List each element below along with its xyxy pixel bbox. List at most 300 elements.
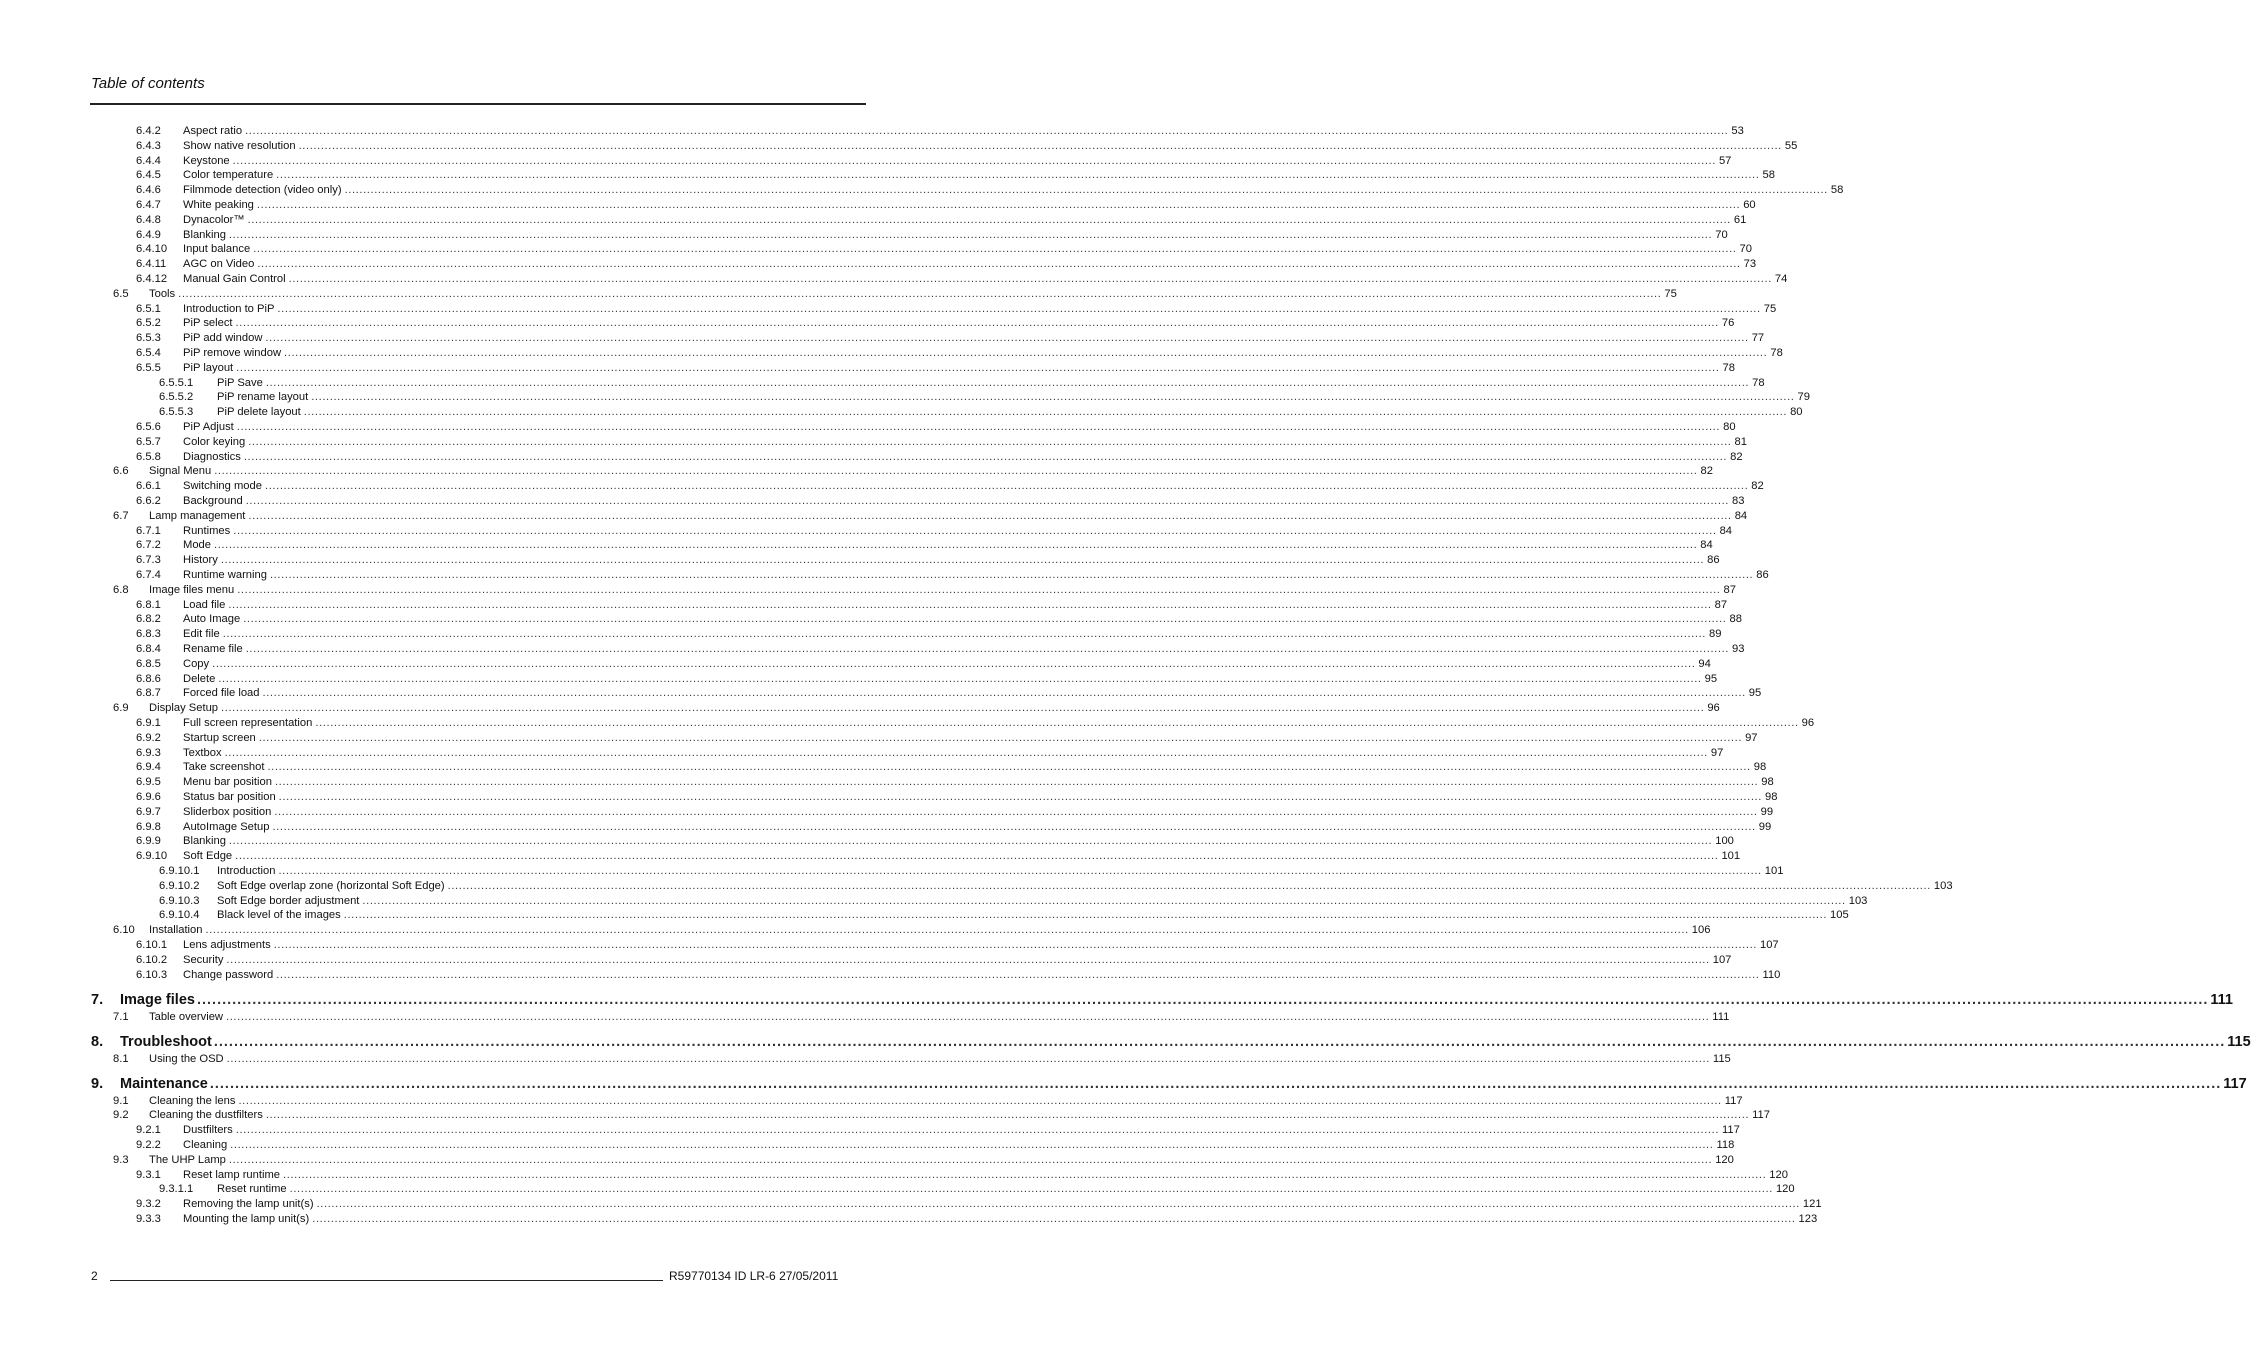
toc-entry-title: Table overview: [149, 1010, 223, 1023]
toc-dot-leader: ................................................................................................................................................................................................................................................................................................................................................................................................................: [258, 731, 1743, 744]
toc-dot-leader: ................................................................................................................................................................................................................................................................................................................................................................................................................: [303, 406, 1788, 419]
toc-entry[interactable]: [0, 1197, 1822, 1212]
toc-entry-title: History: [183, 554, 218, 567]
toc-entry-title: Switching mode: [183, 480, 262, 493]
toc-dot-leader: ................................................................................................................................................................................................................................................................................................................................................................................................................: [267, 761, 1751, 774]
toc-dot-leader: ................................................................................................................................................................................................................................................................................................................................................................................................................: [209, 1075, 2222, 1092]
toc-entry-title: Show native resolution: [183, 139, 296, 152]
toc-dot-leader: ................................................................................................................................................................................................................................................................................................................................................................................................................: [248, 509, 1732, 522]
toc-entry-page: 82: [1730, 450, 1743, 463]
toc-entry-number: 6.6.2: [136, 495, 161, 507]
toc-entry[interactable]: [0, 657, 1711, 672]
toc-entry-page: 96: [1801, 717, 1815, 729]
toc-dot-leader: ................................................................................................................................................................................................................................................................................................................................................................................................................: [245, 495, 1730, 507]
toc-entry-title: Runtime warning: [183, 569, 267, 581]
toc-entry[interactable]: [0, 553, 1720, 568]
toc-entry-page: 95: [1704, 672, 1718, 685]
toc-entry[interactable]: [0, 760, 1767, 775]
toc-entry-title: Manual Gain Control: [183, 273, 286, 285]
toc-entry-title: Blanking: [183, 835, 226, 848]
toc-entry-title: PiP select: [183, 317, 233, 330]
toc-entry[interactable]: [0, 242, 1752, 257]
toc-entry-page: 82: [1751, 480, 1764, 493]
toc-entry-number: 9.3.2: [136, 1198, 161, 1211]
toc-entry-number: 6.9.10.2: [159, 879, 200, 892]
toc-entry-page: 94: [1698, 657, 1711, 670]
toc-dot-leader: ................................................................................................................................................................................................................................................................................................................................................................................................................: [235, 1124, 1720, 1137]
toc-entry-page: 79: [1797, 391, 1810, 404]
toc-entry-title: PiP delete layout: [217, 406, 301, 419]
toc-entry-number: 6.6.1: [136, 480, 161, 493]
toc-dot-leader: ................................................................................................................................................................................................................................................................................................................................................................................................................: [343, 909, 1828, 922]
toc-entry-page: 123: [1798, 1213, 1818, 1225]
toc-dot-leader: ................................................................................................................................................................................................................................................................................................................................................................................................................: [265, 1109, 1750, 1122]
toc-entry-page: 76: [1721, 317, 1735, 330]
toc-entry-title: Soft Edge border adjustment: [217, 894, 360, 907]
toc-entry[interactable]: [0, 746, 1724, 761]
toc-entry[interactable]: [0, 1108, 1770, 1123]
toc-entry-title: Take screenshot: [183, 761, 265, 774]
toc-entry-title: Aspect ratio: [183, 125, 243, 137]
toc-entry-title: Mounting the lamp unit(s): [183, 1213, 310, 1225]
toc-entry[interactable]: [0, 701, 1720, 716]
toc-chapter-entry[interactable]: [0, 1032, 2251, 1052]
toc-entry-number: 6.5.1: [136, 302, 161, 315]
toc-dot-leader: ................................................................................................................................................................................................................................................................................................................................................................................................................: [273, 939, 1757, 951]
toc-entry-title: Introduction to PiP: [183, 302, 275, 315]
toc-entry-page: 89: [1708, 628, 1722, 641]
toc-entry-number: 6.5.3: [136, 332, 161, 345]
toc-entry-page: 98: [1764, 791, 1778, 803]
toc-entry-number: 9.2.1: [136, 1124, 161, 1137]
toc-dot-leader: ................................................................................................................................................................................................................................................................................................................................................................................................................: [243, 613, 1727, 626]
toc-entry-title: Soft Edge overlap zone (horizontal Soft Edge): [217, 879, 445, 892]
toc-entry-number: 6.10: [113, 924, 135, 937]
toc-entry-number: 6.4.3: [136, 139, 161, 152]
toc-entry-page: 103: [1933, 879, 1953, 892]
toc-entry[interactable]: [0, 923, 1711, 938]
toc-entry-number: 8.1: [113, 1052, 129, 1065]
toc-entry-title: Auto Image: [183, 613, 241, 626]
toc-entry[interactable]: [0, 598, 1728, 613]
toc-dot-leader: ................................................................................................................................................................................................................................................................................................................................................................................................................: [316, 1198, 1800, 1211]
toc-dot-leader: ................................................................................................................................................................................................................................................................................................................................................................................................................: [232, 154, 1716, 167]
toc-entry[interactable]: [0, 1168, 1788, 1183]
toc-entry[interactable]: [0, 820, 1772, 835]
toc-entry-title: Startup screen: [183, 731, 256, 744]
toc-entry[interactable]: [0, 198, 1756, 213]
toc-entry-title: Using the OSD: [149, 1052, 224, 1065]
toc-entry-page: 110: [1762, 968, 1781, 981]
toc-dot-leader: ................................................................................................................................................................................................................................................................................................................................................................................................................: [362, 894, 1846, 907]
toc-entry-number: 6.8.2: [136, 613, 161, 626]
toc-entry-page: 101: [1721, 850, 1741, 863]
toc-entry-number: 6.9.10: [136, 850, 168, 863]
toc-entry[interactable]: [0, 524, 1733, 539]
toc-entry[interactable]: [0, 376, 1765, 391]
toc-dot-leader: ................................................................................................................................................................................................................................................................................................................................................................................................................: [264, 480, 1749, 493]
toc-entry[interactable]: [0, 287, 1677, 302]
toc-entry-title: Menu bar position: [183, 776, 272, 789]
toc-entry-title: Security: [183, 953, 224, 966]
toc-entry-title: Troubleshoot: [120, 1033, 212, 1050]
toc-dot-leader: ................................................................................................................................................................................................................................................................................................................................................................................................................: [230, 1139, 1714, 1151]
toc-entry[interactable]: [0, 953, 1732, 968]
toc-dot-leader: ................................................................................................................................................................................................................................................................................................................................................................................................................: [233, 524, 1717, 537]
toc-entry-page: 117: [2223, 1075, 2247, 1092]
toc-entry-title: Edit file: [183, 628, 220, 641]
toc-entry-number: 9.3.1.1: [159, 1183, 194, 1196]
toc-entry-title: Reset runtime: [217, 1183, 287, 1196]
toc-entry-number: 6.5.5: [136, 361, 161, 374]
toc-entry-number: 6.4.6: [136, 184, 161, 197]
toc-entry-number: 6.8.6: [136, 672, 161, 685]
toc-entry-number: 9.1: [113, 1094, 129, 1107]
toc-entry[interactable]: [0, 686, 1762, 701]
toc-entry-title: AGC on Video: [183, 258, 255, 271]
toc-entry-title: Display Setup: [149, 702, 219, 715]
toc-entry-number: 6.9: [113, 702, 129, 715]
toc-entry[interactable]: [0, 1153, 1734, 1168]
toc-entry[interactable]: [0, 612, 1742, 627]
toc-entry-number: 6.4.10: [136, 243, 168, 256]
toc-entry-number: 6.5.5.1: [159, 376, 194, 389]
toc-entry-number: 6.7.1: [136, 524, 161, 537]
toc-entry-page: 105: [1830, 909, 1849, 922]
toc-entry-page: 99: [1760, 805, 1774, 818]
toc-entry[interactable]: [0, 316, 1735, 331]
toc-entry-title: Cleaning the lens: [149, 1094, 236, 1107]
toc-entry-title: PiP add window: [183, 332, 263, 345]
toc-dot-leader: ................................................................................................................................................................................................................................................................................................................................................................................................................: [214, 539, 1698, 552]
toc-entry-title: Introduction: [217, 865, 276, 877]
toc-entry-page: 111: [1712, 1010, 1730, 1023]
toc-entry-page: 80: [1790, 406, 1803, 419]
toc-entry[interactable]: [0, 805, 1774, 820]
toc-entry-title: PiP layout: [183, 361, 234, 374]
toc-entry-number: 6.6: [113, 465, 129, 478]
toc-dot-leader: ................................................................................................................................................................................................................................................................................................................................................................................................................: [213, 1033, 2226, 1050]
toc-entry-title: Maintenance: [120, 1075, 208, 1092]
footer-divider: [110, 1280, 663, 1281]
toc-entry-number: 6.9.10.1: [159, 865, 200, 877]
toc-entry[interactable]: [0, 183, 1844, 198]
toc-entry-number: 9.3.3: [136, 1213, 161, 1225]
toc-entry[interactable]: [0, 864, 1784, 879]
toc-entry-number: 6.10.1: [136, 939, 168, 951]
toc-entry-number: 6.4.12: [136, 273, 168, 285]
toc-entry[interactable]: [0, 731, 1758, 746]
toc-entry-page: 115: [1712, 1052, 1731, 1065]
toc-dot-leader: ................................................................................................................................................................................................................................................................................................................................................................................................................: [228, 835, 1713, 848]
toc-entry-page: 78: [1770, 347, 1783, 359]
toc-chapter-entry[interactable]: [0, 1074, 2247, 1094]
toc-entry-title: White peaking: [183, 199, 254, 211]
toc-entry-page: 86: [1756, 569, 1769, 581]
toc-entry-page: 107: [1759, 939, 1779, 951]
toc-dot-leader: ................................................................................................................................................................................................................................................................................................................................................................................................................: [226, 953, 1710, 966]
toc-entry-page: 87: [1723, 583, 1736, 596]
toc-dot-leader: ................................................................................................................................................................................................................................................................................................................................................................................................................: [196, 991, 2209, 1008]
toc-entry-page: 60: [1743, 199, 1756, 211]
toc-entry-page: 118: [1716, 1139, 1735, 1151]
toc-entry-page: 117: [1752, 1109, 1770, 1122]
toc-dot-leader: ................................................................................................................................................................................................................................................................................................................................................................................................................: [237, 583, 1721, 596]
toc-entry-number: 6.4.8: [136, 213, 161, 226]
toc-dot-leader: ................................................................................................................................................................................................................................................................................................................................................................................................................: [218, 672, 1702, 685]
toc-dot-leader: ................................................................................................................................................................................................................................................................................................................................................................................................................: [253, 243, 1737, 256]
toc-entry[interactable]: [0, 938, 1779, 953]
toc-entry-title: Background: [183, 495, 243, 507]
toc-entry-number: 9.3.1: [136, 1168, 161, 1181]
toc-entry[interactable]: [0, 1123, 1740, 1138]
toc-entry-title: Rename file: [183, 643, 243, 655]
toc-entry[interactable]: [0, 450, 1743, 465]
toc-entry-title: Mode: [183, 539, 211, 552]
toc-entry-page: 111: [2210, 991, 2233, 1008]
toc-dot-leader: ................................................................................................................................................................................................................................................................................................................................................................................................................: [212, 657, 1696, 670]
toc-entry[interactable]: [0, 908, 1849, 923]
toc-entry-title: Image files: [120, 991, 195, 1008]
toc-dot-leader: ................................................................................................................................................................................................................................................................................................................................................................................................................: [235, 317, 1719, 330]
toc-dot-leader: ................................................................................................................................................................................................................................................................................................................................................................................................................: [220, 554, 1705, 567]
toc-entry[interactable]: [0, 879, 1953, 894]
toc-entry[interactable]: [0, 213, 1747, 228]
toc-entry[interactable]: [0, 583, 1736, 598]
toc-entry-number: 6.7.3: [136, 554, 161, 567]
toc-entry-page: 103: [1848, 894, 1868, 907]
toc-dot-leader: ................................................................................................................................................................................................................................................................................................................................................................................................................: [228, 598, 1712, 611]
toc-entry-title: Reset lamp runtime: [183, 1168, 280, 1181]
toc-dot-leader: ................................................................................................................................................................................................................................................................................................................................................................................................................: [276, 169, 1760, 182]
toc-entry[interactable]: [0, 361, 1735, 376]
toc-entry-number: 6.4.11: [136, 258, 167, 271]
toc-entry-title: Delete: [183, 672, 216, 685]
toc-entry-number: 6.9.1: [136, 717, 161, 729]
toc-entry[interactable]: [0, 538, 1713, 553]
toc-entry-page: 117: [1722, 1124, 1740, 1137]
toc-entry-title: Soft Edge: [183, 850, 233, 863]
toc-entry-number: 6.8.5: [136, 657, 161, 670]
toc-entry-number: 8.: [91, 1033, 104, 1050]
toc-dot-leader: ................................................................................................................................................................................................................................................................................................................................................................................................................: [236, 421, 1721, 433]
toc-dot-leader: ................................................................................................................................................................................................................................................................................................................................................................................................................: [272, 820, 1756, 833]
toc-entry[interactable]: [0, 834, 1734, 849]
toc-entry-page: 58: [1830, 184, 1844, 197]
toc-entry-number: 6.9.10.4: [159, 909, 200, 922]
toc-entry-number: 9.2: [113, 1109, 129, 1122]
toc-entry-number: 6.7: [113, 509, 129, 522]
toc-entry-title: PiP remove window: [183, 347, 282, 359]
toc-chapter-entry[interactable]: [0, 990, 2233, 1010]
toc-entry-title: Lamp management: [149, 509, 246, 522]
toc-entry[interactable]: [0, 716, 1815, 731]
toc-entry[interactable]: [0, 435, 1747, 450]
toc-entry-title: Image files menu: [149, 583, 235, 596]
toc-dot-leader: ................................................................................................................................................................................................................................................................................................................................................................................................................: [278, 791, 1762, 803]
toc-entry-number: 6.5: [113, 287, 129, 300]
toc-entry[interactable]: [0, 1182, 1795, 1197]
toc-dot-leader: ................................................................................................................................................................................................................................................................................................................................................................................................................: [236, 361, 1720, 374]
toc-entry-number: 6.9.10.3: [159, 894, 200, 907]
toc-entry-title: Tools: [149, 287, 176, 300]
toc-entry[interactable]: [0, 346, 1783, 361]
toc-dot-leader: ................................................................................................................................................................................................................................................................................................................................................................................................................: [238, 1094, 1722, 1107]
toc-entry[interactable]: [0, 479, 1764, 494]
toc-entry[interactable]: [0, 627, 1722, 642]
toc-entry[interactable]: [0, 405, 1803, 420]
toc-entry-number: 6.5.5.3: [159, 406, 194, 419]
toc-entry-page: 84: [1700, 539, 1713, 552]
toc-entry-title: Forced file load: [183, 687, 260, 700]
toc-entry-number: 6.9.9: [136, 835, 161, 848]
toc-entry[interactable]: [0, 464, 1713, 479]
toc-entry-number: 6.9.8: [136, 820, 161, 833]
toc-entry-title: Load file: [183, 598, 226, 611]
toc-entry-number: 6.5.5.2: [159, 391, 194, 404]
toc-dot-leader: ................................................................................................................................................................................................................................................................................................................................................................................................................: [221, 702, 1705, 715]
toc-entry-page: 115: [2227, 1033, 2251, 1050]
toc-dot-leader: ................................................................................................................................................................................................................................................................................................................................................................................................................: [257, 258, 1741, 271]
toc-entry-page: 97: [1745, 731, 1758, 744]
toc-entry-number: 6.5.7: [136, 435, 161, 448]
toc-dot-leader: ................................................................................................................................................................................................................................................................................................................................................................................................................: [222, 628, 1706, 641]
toc-entry-number: 6.10.2: [136, 953, 168, 966]
toc-entry-number: 6.9.5: [136, 776, 161, 789]
toc-entry-page: 70: [1715, 228, 1728, 241]
toc-dot-leader: ................................................................................................................................................................................................................................................................................................................................................................................................................: [262, 687, 1746, 700]
toc-entry[interactable]: [0, 642, 1745, 657]
toc-entry[interactable]: [0, 1052, 1731, 1067]
toc-entry-number: 6.8: [113, 583, 129, 596]
toc-entry[interactable]: [0, 672, 1718, 687]
toc-entry-page: 95: [1748, 687, 1762, 700]
toc-entry[interactable]: [0, 968, 1781, 983]
toc-dot-leader: ................................................................................................................................................................................................................................................................................................................................................................................................................: [235, 850, 1719, 863]
toc-entry-number: 6.4.7: [136, 199, 161, 211]
toc-entry[interactable]: [0, 257, 1757, 272]
toc-entry-title: Signal Menu: [149, 465, 212, 478]
toc-entry[interactable]: [0, 228, 1728, 243]
toc-entry-number: 6.5.2: [136, 317, 161, 330]
toc-entry-title: Dustfilters: [183, 1124, 233, 1137]
toc-entry[interactable]: [0, 849, 1741, 864]
toc-entry[interactable]: [0, 568, 1769, 583]
toc-entry-page: 120: [1775, 1183, 1795, 1196]
toc-entry[interactable]: [0, 272, 1788, 287]
toc-entry-number: 6.10.3: [136, 968, 168, 981]
toc-dot-leader: ................................................................................................................................................................................................................................................................................................................................................................................................................: [284, 347, 1768, 359]
toc-entry-number: 6.9.2: [136, 731, 161, 744]
toc-dot-leader: ................................................................................................................................................................................................................................................................................................................................................................................................................: [283, 1168, 1767, 1181]
toc-entry-page: 106: [1691, 924, 1711, 937]
toc-entry-page: 99: [1758, 820, 1772, 833]
toc-entry-title: Removing the lamp unit(s): [183, 1198, 314, 1211]
toc-entry-page: 74: [1774, 273, 1788, 285]
page-header-title: Table of contents: [91, 75, 205, 92]
toc-entry-page: 84: [1719, 524, 1733, 537]
toc-entry[interactable]: [0, 1212, 1818, 1227]
toc-entry-number: 6.5.8: [136, 450, 161, 463]
toc-dot-leader: ................................................................................................................................................................................................................................................................................................................................................................................................................: [214, 465, 1698, 478]
toc-entry-title: Keystone: [183, 154, 230, 167]
toc-entry-page: 58: [1762, 169, 1775, 182]
toc-entry[interactable]: [0, 168, 1775, 183]
toc-entry[interactable]: [0, 139, 1798, 154]
toc-entry-number: 6.9.4: [136, 761, 161, 774]
toc-entry-page: 75: [1664, 287, 1677, 300]
toc-entry-title: Sliderbox position: [183, 805, 272, 818]
toc-entry-title: Status bar position: [183, 791, 276, 803]
toc-entry-page: 73: [1743, 258, 1757, 271]
toc-entry-page: 120: [1769, 1168, 1788, 1181]
toc-entry[interactable]: [0, 494, 1745, 509]
toc-entry-title: Filmmode detection (video only): [183, 184, 342, 197]
toc-entry-number: 7.1: [113, 1010, 129, 1023]
toc-dot-leader: ................................................................................................................................................................................................................................................................................................................................................................................................................: [265, 332, 1749, 345]
toc-entry-page: 87: [1714, 598, 1728, 611]
toc-entry-title: Cleaning: [183, 1139, 228, 1151]
toc-entry-page: 55: [1784, 139, 1798, 152]
toc-entry-page: 70: [1739, 243, 1752, 256]
toc-dot-leader: ................................................................................................................................................................................................................................................................................................................................................................................................................: [311, 391, 1795, 404]
toc-entry-page: 101: [1764, 865, 1784, 877]
toc-entry-title: PiP Adjust: [183, 421, 234, 433]
toc-entry-title: Textbox: [183, 746, 222, 759]
toc-entry-title: Diagnostics: [183, 450, 241, 463]
toc-entry[interactable]: [0, 509, 1748, 524]
toc-entry-title: Dynacolor™: [183, 213, 245, 226]
toc-entry-title: Full screen representation: [183, 717, 313, 729]
toc-entry-number: 6.9.7: [136, 805, 161, 818]
toc-dot-leader: ................................................................................................................................................................................................................................................................................................................................................................................................................: [447, 879, 1931, 892]
toc-dot-leader: ................................................................................................................................................................................................................................................................................................................................................................................................................: [278, 865, 1762, 877]
toc-entry[interactable]: [0, 302, 1777, 317]
toc-dot-leader: ................................................................................................................................................................................................................................................................................................................................................................................................................: [289, 1183, 1773, 1196]
toc-entry[interactable]: [0, 1094, 1743, 1109]
toc-entry[interactable]: [0, 154, 1732, 169]
toc-entry[interactable]: [0, 124, 1744, 139]
toc-entry-page: 53: [1731, 125, 1744, 137]
toc-entry[interactable]: [0, 1010, 1730, 1025]
toc-entry[interactable]: [0, 1138, 1735, 1153]
toc-entry-page: 61: [1733, 213, 1747, 226]
toc-entry[interactable]: [0, 420, 1736, 435]
toc-entry-number: 6.5.6: [136, 421, 161, 433]
toc-dot-leader: ................................................................................................................................................................................................................................................................................................................................................................................................................: [226, 1052, 1710, 1065]
toc-entry[interactable]: [0, 331, 1765, 346]
toc-entry-page: 93: [1732, 643, 1745, 655]
footer-page-number: 2: [91, 1269, 98, 1283]
toc-dot-leader: ................................................................................................................................................................................................................................................................................................................................................................................................................: [312, 1213, 1796, 1225]
toc-dot-leader: ................................................................................................................................................................................................................................................................................................................................................................................................................: [269, 569, 1754, 581]
toc-entry[interactable]: [0, 775, 1774, 790]
toc-dot-leader: ................................................................................................................................................................................................................................................................................................................................................................................................................: [228, 228, 1713, 241]
toc-dot-leader: ................................................................................................................................................................................................................................................................................................................................................................................................................: [245, 643, 1729, 655]
toc-entry[interactable]: [0, 894, 1868, 909]
toc-entry-page: 78: [1752, 376, 1765, 389]
toc-dot-leader: ................................................................................................................................................................................................................................................................................................................................................................................................................: [224, 746, 1708, 759]
toc-entry-title: Change password: [183, 968, 274, 981]
toc-entry-number: 9.2.2: [136, 1139, 161, 1151]
toc-entry-page: 86: [1707, 554, 1720, 567]
toc-entry[interactable]: [0, 790, 1778, 805]
toc-entry[interactable]: [0, 390, 1810, 405]
toc-entry-page: 96: [1707, 702, 1720, 715]
toc-entry-number: 9.: [91, 1075, 104, 1092]
toc-entry-page: 83: [1732, 495, 1745, 507]
toc-entry-number: 6.8.7: [136, 687, 161, 700]
